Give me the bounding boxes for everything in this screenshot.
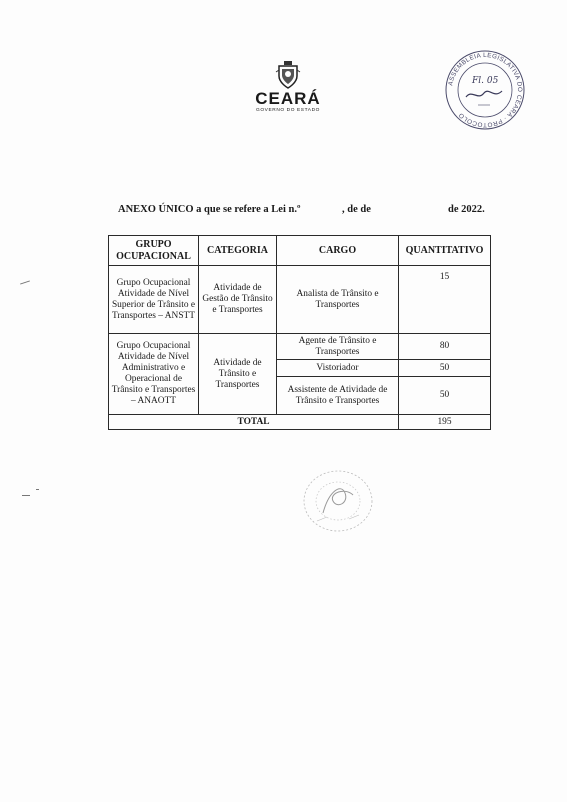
brand-subtitle: GOVERNO DO ESTADO bbox=[256, 108, 320, 113]
faint-seal-signature bbox=[293, 465, 383, 537]
annex-year: de 2022. bbox=[448, 204, 485, 215]
total-value: 195 bbox=[399, 415, 491, 430]
total-label: TOTAL bbox=[109, 415, 399, 430]
table-row bbox=[109, 334, 491, 360]
stamp-signature bbox=[466, 91, 502, 97]
header-quantitativo: QUANTITATIVO bbox=[399, 236, 491, 266]
margin-mark bbox=[20, 280, 30, 284]
cell-cargo: Vistoriador bbox=[277, 360, 399, 377]
annex-table bbox=[108, 235, 491, 430]
table-row bbox=[109, 266, 491, 334]
cell-cargo: Analista de Trânsito e Transportes bbox=[277, 266, 399, 334]
stamp-handwriting: Fl. 05 bbox=[472, 76, 499, 86]
cell-categoria: Atividade de Trânsito e Transportes bbox=[199, 334, 277, 415]
header-cargo: CARGO bbox=[277, 236, 399, 266]
cell-quantitativo: 15 bbox=[399, 266, 491, 334]
annex-title: ANEXO ÚNICO a que se refere a Lei n.º bbox=[118, 204, 301, 215]
cell-cargo: Agente de Trânsito e Transportes bbox=[277, 334, 399, 360]
header-grupo: GRUPO OCUPACIONAL bbox=[109, 236, 199, 266]
margin-mark bbox=[22, 495, 30, 496]
coat-of-arms-icon bbox=[275, 60, 301, 90]
cell-quantitativo: 50 bbox=[399, 377, 491, 415]
cell-grupo: Grupo Ocupacional Atividade de Nível Superior de Trânsito e Transportes – ANSTT bbox=[109, 266, 199, 334]
stamp-text: ASSEMBLEIA LEGISLATIVA DO CEARÁ · PROTOCOLO bbox=[447, 51, 524, 129]
cell-grupo: Grupo Ocupacional Atividade de Nível Administrativo e Operacional de Trânsito e Transportes – ANAOTT bbox=[109, 334, 199, 415]
protocol-stamp bbox=[444, 49, 526, 131]
margin-mark bbox=[36, 489, 39, 490]
header-categoria: CATEGORIA bbox=[199, 236, 277, 266]
table-header-row bbox=[109, 236, 491, 266]
annex-date: , de de bbox=[342, 204, 371, 215]
brand-name: CEARÁ bbox=[255, 89, 321, 108]
table-total-row bbox=[109, 415, 491, 430]
cell-quantitativo: 50 bbox=[399, 360, 491, 377]
ceara-logo bbox=[252, 60, 324, 130]
cell-categoria: Atividade de Gestão de Trânsito e Transportes bbox=[199, 266, 277, 334]
cell-cargo: Assistente de Atividade de Trânsito e Transportes bbox=[277, 377, 399, 415]
cell-quantitativo: 80 bbox=[399, 334, 491, 360]
